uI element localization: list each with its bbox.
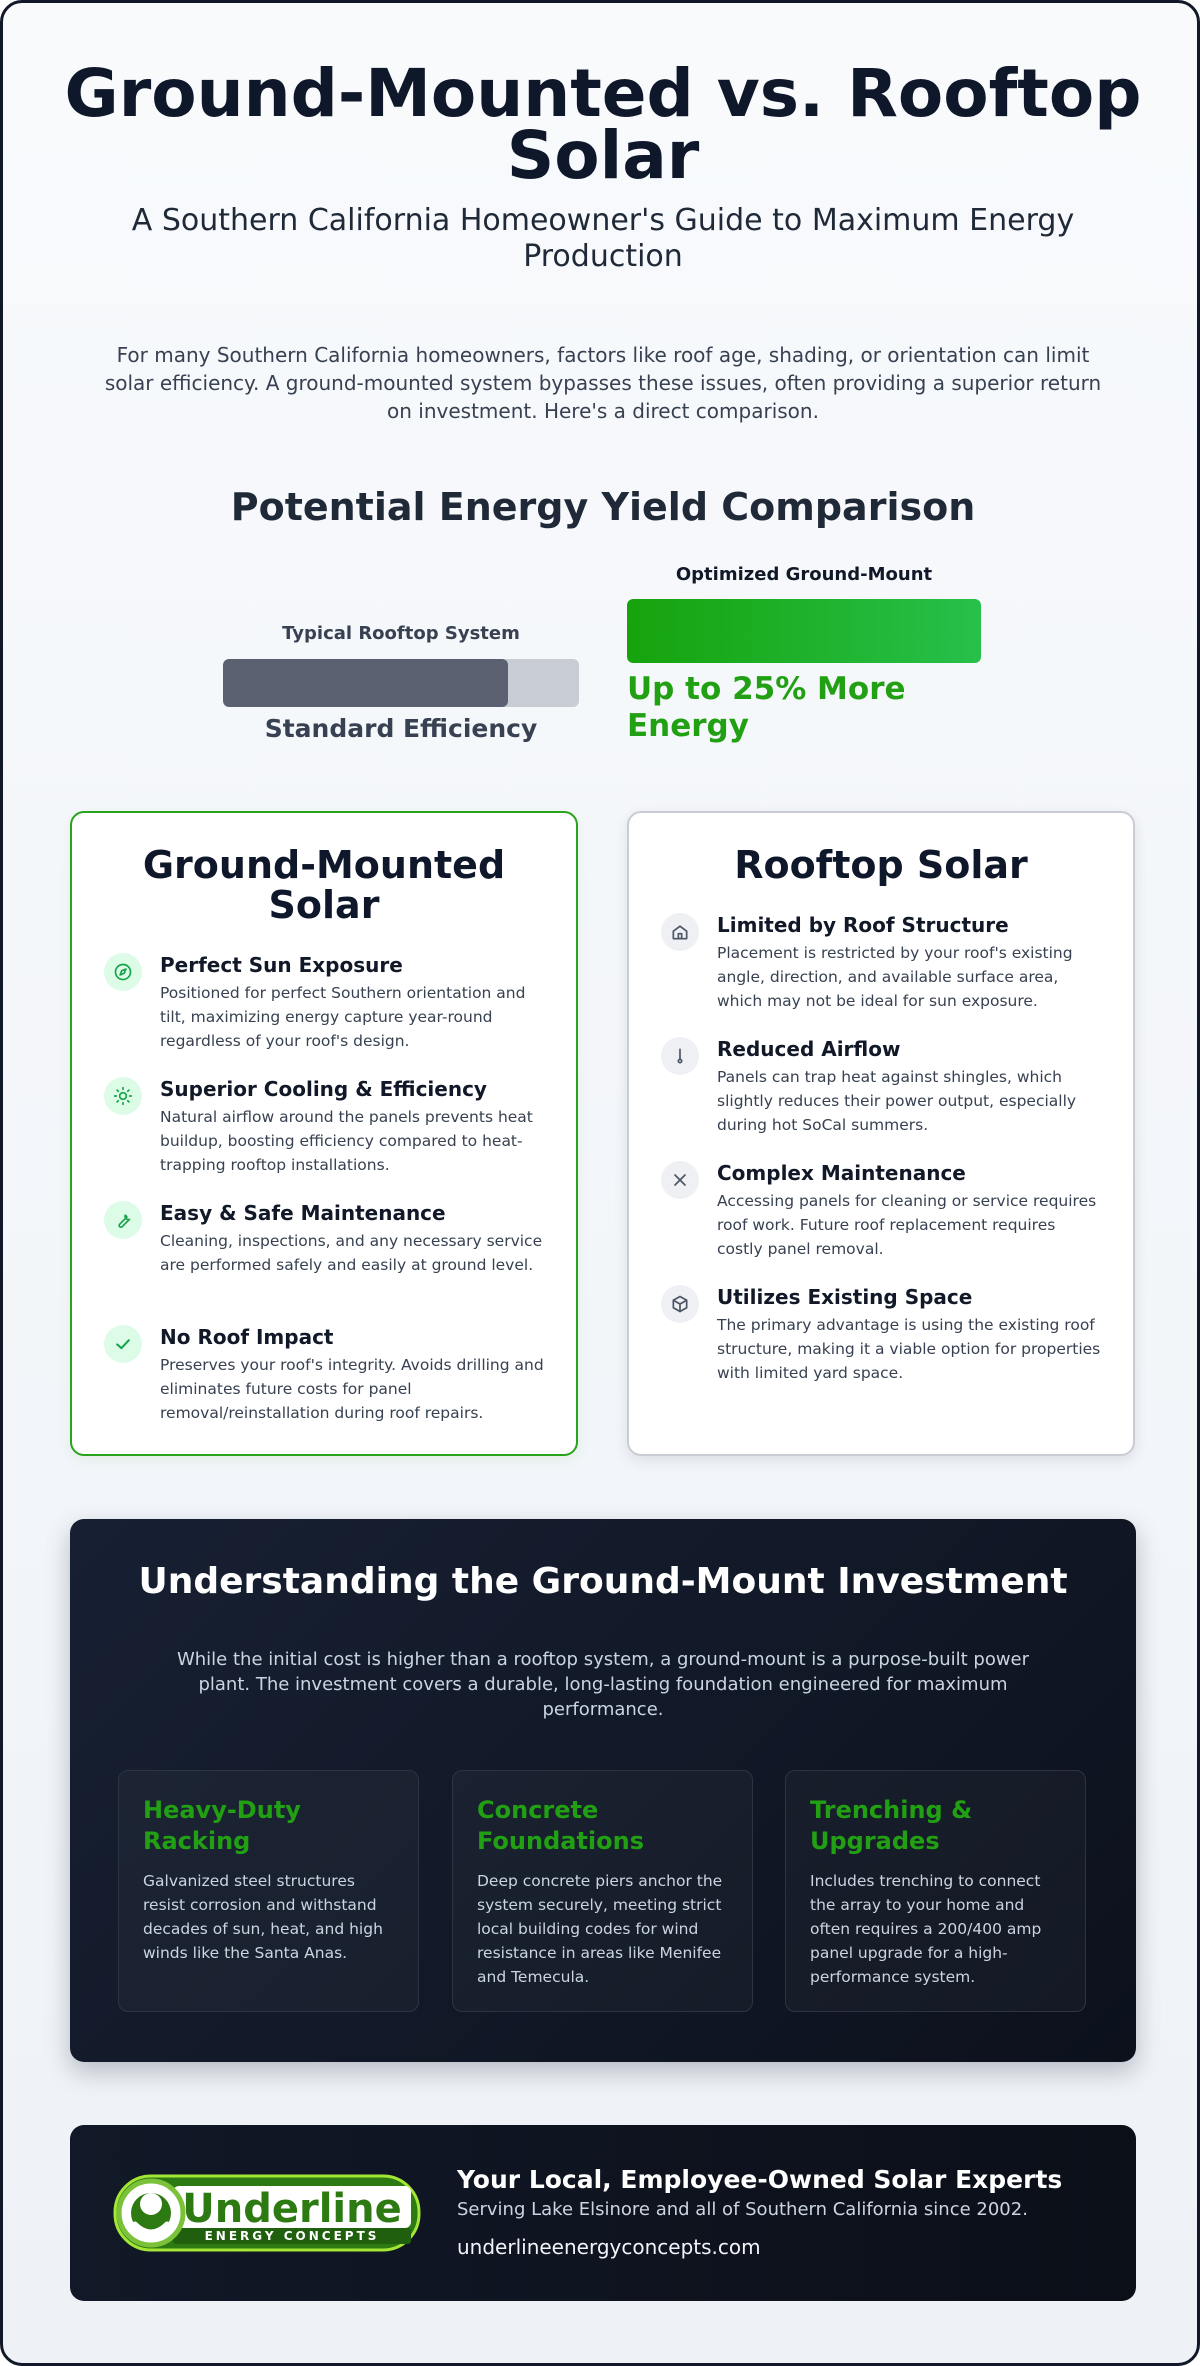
feature-description: Cleaning, inspections, and any necessary service are performed safely and easily at ground level. [160,1232,543,1274]
feature-description: Placement is restricted by your roof's existing angle, direction, and available surface area, which may not be ideal for sun exposure. [717,944,1073,1010]
ground-bar [627,599,981,663]
ground-bar-label: Optimized Ground-Mount [675,564,933,585]
investment-card-foundations [452,1770,753,2012]
rooftop-bar-label: Typical Rooftop System [282,623,520,644]
investment-card-description: Includes trenching to connect the array to your home and often requires a 200/400 amp panel upgrade for a high-performance system. [810,1872,1042,1986]
compass-icon [104,953,142,991]
feature-description: Panels can trap heat against shingles, which slightly reduces their power output, especially during hot SoCal summers. [717,1068,1077,1134]
feature-description: Positioned for perfect Southern orientation and tilt, maximizing energy capture year-round regardless of your roof's design. [160,984,526,1050]
logo-tagline: ENERGY CONCEPTS [204,2229,380,2243]
rooftop-bar-caption: Standard Efficiency [264,714,538,743]
comparison-title: Potential Energy Yield Comparison [230,485,976,529]
feature-title: Complex Maintenance [717,1161,966,1185]
feature-title: Easy & Safe Maintenance [160,1201,446,1225]
wrench-icon [104,1201,142,1239]
ground-bar-fill [627,599,981,663]
logo-wordmark: Underline [182,2186,402,2232]
thermometer-icon [661,1037,699,1075]
close-icon [661,1161,699,1199]
footer-subtext: Serving Lake Elsinore and all of Southern California since 2002. [457,2199,1028,2220]
feature-description: Preserves your roof's integrity. Avoids drilling and eliminates future costs for panel removal/reinstallation during roof repairs. [160,1356,544,1422]
page-subtitle: A Southern California Homeowner's Guide to Maximum Energy Production [131,203,1075,274]
ground-bar-caption: Up to 25% More Energy [627,671,906,744]
investment-card-racking [118,1770,419,2012]
investment-card-trenching [785,1770,1086,2012]
sun-icon [104,1077,142,1115]
investment-title: Understanding the Ground-Mount Investment [138,1561,1068,1602]
website-link[interactable]: underlineenergyconcepts.com [457,2235,761,2259]
feature-title: Reduced Airflow [717,1037,901,1061]
feature-description: Accessing panels for cleaning or service requires roof work. Future roof replacement requires costly panel removal. [717,1192,1097,1258]
investment-card-title: Concrete Foundations [477,1796,645,1855]
rooftop-bar [223,659,579,707]
feature-description: The primary advantage is using the existing roof structure, making it a viable option for properties with limited yard space. [717,1316,1101,1382]
investment-intro: While the initial cost is higher than a rooftop system, a ground-mount is a purpose-built power plant. The investment covers a durable, long-lasting foundation engineered for maximum performance. [176,1649,1030,1720]
investment-card-title: Heavy-Duty Racking [143,1796,301,1855]
feature-title: Utilizes Existing Space [717,1285,973,1309]
footer [70,2125,1136,2301]
investment-card-description: Deep concrete piers anchor the system securely, meeting strict local building codes for wind resistance in areas like Menifee and Temecula. [477,1872,723,1986]
page-title: Ground-Mounted vs. Rooftop Solar [64,55,1142,194]
feature-title: Superior Cooling & Efficiency [160,1077,487,1101]
investment-section [70,1519,1136,2062]
feature-title: Perfect Sun Exposure [160,953,403,977]
home-icon [661,913,699,951]
investment-card-description: Galvanized steel structures resist corrosion and withstand decades of sun, heat, and high winds like the Santa Anas. [143,1872,383,1962]
check-icon [104,1325,142,1363]
rooftop-card [627,811,1135,1456]
ground-card-title: Ground-Mounted Solar [142,843,506,927]
roof-card-title: Rooftop Solar [734,843,1028,887]
feature-title: Limited by Roof Structure [717,913,1009,937]
box-icon [661,1285,699,1323]
intro-paragraph: For many Southern California homeowners, factors like roof age, shading, or orientation can limit solar efficiency. A ground-mounted system bypasses these issues, often providing a superior return on investment. Here's a direct comparison. [104,343,1102,423]
feature-title: No Roof Impact [160,1325,334,1349]
investment-card-title: Trenching & Upgrades [810,1796,973,1855]
feature-description: Natural airflow around the panels prevents heat buildup, boosting efficiency compared to heat-trapping rooftop installations. [160,1108,533,1174]
footer-headline: Your Local, Employee-Owned Solar Experts [457,2165,1063,2194]
rooftop-bar-fill [223,659,508,707]
ground-mounted-card [70,811,578,1456]
company-logo [113,2172,423,2254]
